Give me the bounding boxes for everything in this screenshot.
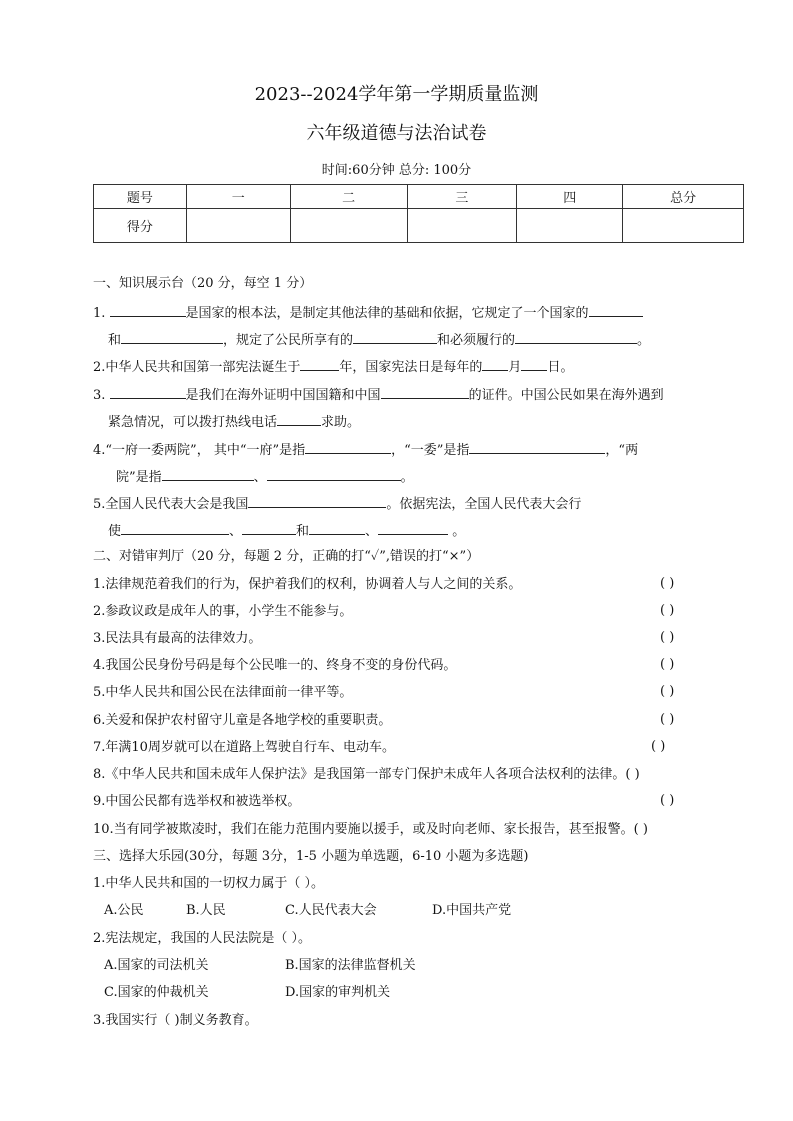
answer-paren[interactable]: ( ) [660,630,675,645]
choice-option[interactable]: D.中国共产党 [432,903,512,918]
choice-option[interactable]: B.人民 [186,903,226,918]
score-header-cell: 二 [290,185,407,209]
answer-blank[interactable] [110,303,186,317]
score-cell[interactable] [186,209,290,243]
score-cell[interactable] [623,209,744,243]
judge-item-8[interactable]: 8.《中华人民共和国未成年人保护法》是我国第一部专门保护未成年人各项合法权利的法律。( ) [93,767,640,782]
exam-meta: 时间:60分钟 总分: 100分 [321,163,472,178]
q3-text-c: 紧急情况，可以拨打热线电话 [108,415,278,430]
question-1-line-1 [93,303,643,323]
q4-text-a: 4.“一府一委两院”， 其中“一府”是指 [93,443,306,458]
exam-title: 2023--2024学年第一学期质量监测 [254,84,539,105]
answer-blank[interactable] [589,303,643,317]
q4-text-e: 、 [253,470,267,485]
choice-q3-stem: 3.我国实行（ )制义务教育。 [93,1013,258,1028]
answer-blank[interactable] [248,494,386,508]
score-header-cell: 一 [186,185,290,209]
q2-text-a: 2.中华人民共和国第一部宪法诞生于 [93,360,301,375]
answer-blank[interactable] [121,330,223,344]
answer-blank[interactable] [353,330,437,344]
choice-q2-stem: 2.宪法规定，我国的人民法院是（ ）。 [93,931,312,946]
choice-option[interactable]: B.国家的法律监督机关 [285,958,416,973]
judge-item-5: 5.中华人民共和国公民在法律面前一律平等。 [93,685,353,700]
q3-text-d: 求助。 [321,415,361,430]
answer-blank[interactable] [300,357,339,371]
exam-subtitle: 六年级道德与法治试卷 [306,123,487,144]
score-cell[interactable] [290,209,407,243]
q5-text-f: 、 [365,524,379,539]
q1-text-b: 和 [108,333,122,348]
q2-text-d: 日。 [547,360,574,375]
judge-item-3: 3.民法具有最高的法律效力。 [93,631,262,646]
score-table-header-row [94,185,744,209]
question-4-line-2 [116,467,414,487]
q1-text-c: ，规定了公民所享有的 [223,333,354,348]
answer-blank[interactable] [482,357,508,371]
q5-text-a: 5.全国人民代表大会是我国 [93,497,249,512]
q5-text-b: 。依据宪法，全国人民代表大会行 [386,497,582,512]
section2-heading: 二、对错审判厅（20 分，每题 2 分，正确的打“✓”,错误的打“×”） [93,549,480,564]
answer-paren[interactable]: ( ) [660,576,675,591]
q1-text-a: 是国家的根本法，是制定其他法律的基础和依据，它规定了一个国家的 [185,306,589,321]
answer-blank[interactable] [121,521,229,535]
question-1-line-2 [108,330,650,350]
q1-number: 1. [93,306,106,321]
q4-text-c: ，“两 [605,443,639,458]
judge-item-4: 4.我国公民身份号码是每个公民唯一的、终身不变的身份代码。 [93,658,457,673]
answer-blank[interactable] [110,385,186,399]
answer-paren[interactable]: ( ) [660,657,675,672]
section3-heading: 三、选择大乐园(30分，每题 3分，1-5 小题为单选题，6-10 小题为多选题) [93,849,529,864]
score-table-score-row [94,209,744,243]
score-cell[interactable] [517,209,623,243]
judge-item-1: 1.法律规范着我们的行为，保护着我们的权利，协调着人与人之间的关系。 [93,577,522,592]
choice-option[interactable]: A.国家的司法机关 [104,958,209,973]
answer-blank[interactable] [381,385,469,399]
score-row-label: 得分 [94,209,187,243]
answer-blank[interactable] [162,467,254,481]
answer-blank[interactable] [242,521,296,535]
answer-paren[interactable]: ( ) [651,739,666,754]
answer-blank[interactable] [309,521,365,535]
answer-blank[interactable] [267,467,401,481]
score-cell[interactable] [407,209,517,243]
q4-text-b: ，“一委”是指 [391,443,470,458]
question-5-line-1 [93,494,581,514]
score-header-cell: 四 [517,185,623,209]
q1-text-e: 。 [637,333,651,348]
question-2 [93,357,573,377]
judge-item-7: 7.年满10周岁就可以在道路上驾驶自行车、电动车。 [93,740,395,755]
answer-blank[interactable] [469,440,605,454]
q3-text-b: 的证件。中国公民如果在海外遇到 [468,388,664,403]
q5-text-c: 使 [108,524,122,539]
judge-item-6: 6.关爱和保护农村留守儿童是各地学校的重要职责。 [93,713,392,728]
choice-option[interactable]: A.公民 [104,903,144,918]
answer-blank[interactable] [277,412,321,426]
question-5-line-2 [108,521,465,541]
score-header-cell: 题号 [94,185,187,209]
choice-option[interactable]: C.人民代表大会 [285,903,377,918]
answer-paren[interactable]: ( ) [660,712,675,727]
q5-text-g: 。 [452,524,466,539]
answer-paren[interactable]: ( ) [660,793,675,808]
judge-item-2: 2.参政议政是成年人的事，小学生不能参与。 [93,604,353,619]
question-3-line-2 [108,412,360,432]
q4-text-f: 。 [400,470,414,485]
answer-paren[interactable]: ( ) [660,684,675,699]
q5-text-d: 、 [229,524,243,539]
score-header-cell: 三 [407,185,517,209]
answer-blank[interactable] [378,521,448,535]
q3-text-a: 是我们在海外证明中国国籍和中国 [185,388,381,403]
judge-item-10[interactable]: 10.当有同学被欺凌时，我们在能力范围内要施以援手，或及时向老师、家长报告，甚至报警。( ) [93,822,648,837]
section1-heading: 一、知识展示台（20 分，每空 1 分） [93,276,313,291]
answer-blank[interactable] [305,440,391,454]
question-4-line-1 [93,440,638,460]
answer-paren[interactable]: ( ) [660,603,675,618]
q1-text-d: 和必须履行的 [437,333,516,348]
choice-option[interactable]: D.国家的审判机关 [285,985,391,1000]
judge-item-9: 9.中国公民都有选举权和被选举权。 [93,794,301,809]
score-table [93,184,744,243]
q2-text-c: 月 [508,360,522,375]
question-3-line-1 [93,385,664,405]
choice-option[interactable]: C.国家的仲裁机关 [104,985,209,1000]
choice-q1-stem: 1.中华人民共和国的一切权力属于（ ）。 [93,876,325,891]
q5-text-e: 和 [296,524,310,539]
score-header-cell: 总分 [623,185,744,209]
q4-text-d: 院”是指 [116,470,162,485]
q3-number: 3. [93,388,106,403]
q2-text-b: 年，国家宪法日是每年的 [339,360,483,375]
answer-blank[interactable] [521,357,547,371]
answer-blank[interactable] [515,330,637,344]
